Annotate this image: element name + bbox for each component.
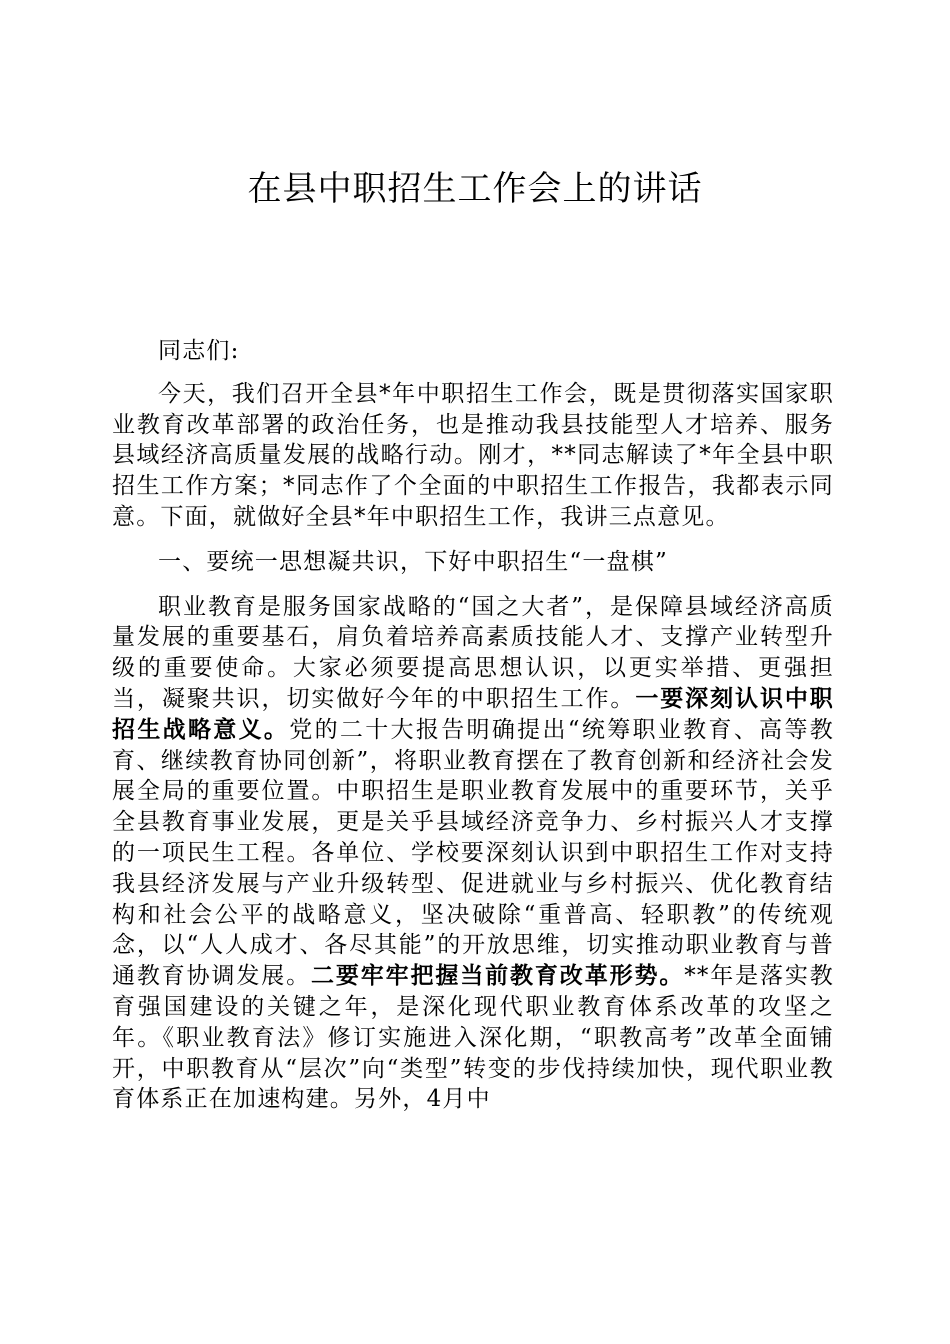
bold-point-1: 一要深刻认识中职招生战略意义。 xyxy=(112,684,834,743)
paragraph-text: 职业教育是服务国家战略的“国之大者”，是保障县域经济高质量发展的重要基石，肩负着培养高素质技能人才、支撑产业转型升级的重要使命。大家必须要提高思想认识，以更实举措、更强担当，凝聚共识，切实做好今年的中职招生工作。 xyxy=(112,593,834,712)
paragraph-text: **年是落实教育强国建设的关键之年，是深化现代职业教育体系改革的攻坚之年。《职业教育法》修订实施进入深化期，“职教高考”改革全面铺开，中职教育从“层次”向“类型”转变的步伐持续加快，现代职业教育体系正在加速构建。另外，4月中 xyxy=(112,963,834,1113)
paragraph-section-1 xyxy=(112,592,834,1116)
bold-point-2: 二要牢牢把握当前教育改革形势。 xyxy=(311,962,685,990)
paragraph-text: 党的二十大报告明确提出“统筹职业教育、高等教育、继续教育协同创新”，将职业教育摆在了教育创新和经济社会发展全局的重要位置。中职招生是职业教育发展中的重要环节，关乎全县教育事业发展，更是关乎县域经济竞争力、乡村振兴人才支撑的一项民生工程。各单位、学校要深刻认识到中职招生工作对支持我县经济发展与产业升级转型、促进就业与乡村振兴、优化教育结构和社会公平的战略意义，坚决破除“重普高、轻职教”的传统观念，以“人人成才、各尽其能”的开放思维，切实推动职业教育与普通教育协调发展。 xyxy=(112,716,834,990)
document-body xyxy=(112,336,834,1129)
document-title: 在县中职招生工作会上的讲话 xyxy=(247,169,703,209)
paragraph-opening: 今天，我们召开全县*年中职招生工作会，既是贯彻落实国家职业教育改革部署的政治任务，也是推动我县技能型人才培养、服务县域经济高质量发展的战略行动。刚才，**同志解读了*年全县中职招生工作方案；*同志作了个全面的中职招生工作报告，我都表示同意。下面，就做好全县*年中职招生工作，我讲三点意见。 xyxy=(112,380,834,530)
section-heading-1: 一、要统一思想凝共识，下好中职招生“一盘棋” xyxy=(158,548,668,575)
salutation: 同志们: xyxy=(158,338,240,364)
